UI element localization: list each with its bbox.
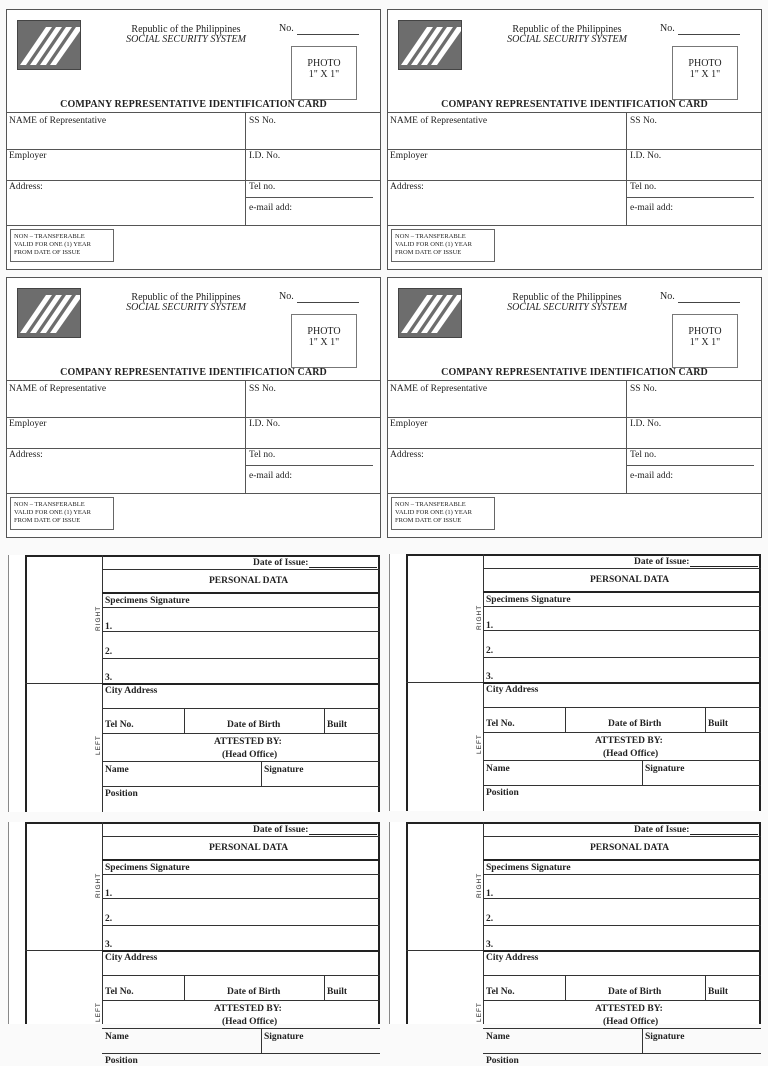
- built-label: Built: [708, 719, 729, 729]
- row-divider: [483, 898, 761, 899]
- tel-no-label: Tel No.: [105, 720, 134, 730]
- divider: [324, 708, 325, 733]
- row-divider: [102, 836, 380, 837]
- card-number-field: [297, 302, 359, 303]
- city-address-label: City Address: [105, 953, 158, 963]
- divider: [7, 225, 380, 226]
- row-divider: [483, 657, 761, 658]
- employer-label: Employer: [390, 419, 428, 429]
- divider: [7, 149, 380, 150]
- card-title: COMPANY REPRESENTATIVE IDENTIFICATION CARD: [60, 99, 327, 110]
- name-label: NAME of Representative: [390, 384, 488, 394]
- divider: [565, 707, 566, 732]
- divider: [705, 975, 706, 1000]
- divider: [388, 112, 761, 113]
- notice-line: NON – TRANSFERABLE: [395, 233, 466, 240]
- divider: [626, 112, 627, 225]
- divider: [25, 950, 103, 951]
- row-divider: [483, 682, 761, 684]
- attester-position-label: Position: [105, 1056, 138, 1066]
- row-divider: [102, 761, 380, 762]
- card-title: COMPANY REPRESENTATIVE IDENTIFICATION CARD: [441, 367, 708, 378]
- row-divider: [102, 925, 380, 926]
- attester-signature-label: Signature: [645, 764, 685, 774]
- date-of-issue-field: [309, 567, 377, 568]
- signature-line-3: 3.: [105, 940, 113, 950]
- attester-position-label: Position: [486, 788, 519, 798]
- row-divider: [483, 1053, 761, 1054]
- row-divider: [483, 975, 761, 976]
- agency-line-2: SOCIAL SECURITY SYSTEM: [507, 302, 627, 313]
- ss-number-label: SS No.: [630, 116, 657, 126]
- divider: [626, 197, 754, 198]
- row-divider: [102, 658, 380, 659]
- divider: [184, 708, 185, 733]
- divider: [388, 225, 761, 226]
- divider: [245, 380, 246, 493]
- agency-line-2: SOCIAL SECURITY SYSTEM: [507, 34, 627, 45]
- row-divider: [483, 760, 761, 761]
- attester-position-label: Position: [486, 1056, 519, 1066]
- divider: [245, 112, 246, 225]
- divider: [642, 1028, 643, 1053]
- id-card-front: [387, 9, 762, 270]
- row-divider: [483, 630, 761, 631]
- row-divider: [483, 925, 761, 926]
- personal-data-heading: PERSONAL DATA: [590, 843, 670, 853]
- employer-label: Employer: [390, 151, 428, 161]
- notice-line: VALID FOR ONE (1) YEAR: [14, 241, 91, 248]
- name-label: NAME of Representative: [9, 116, 107, 126]
- tel-label: Tel no.: [249, 182, 276, 192]
- row-divider: [483, 591, 761, 593]
- signature-line-3: 3.: [105, 673, 113, 683]
- divider: [261, 761, 262, 786]
- id-card-front: [6, 277, 381, 538]
- card-number-label: No.: [660, 291, 675, 302]
- built-label: Built: [327, 720, 348, 730]
- id-number-label: I.D. No.: [249, 151, 281, 161]
- signature-line-1: 1.: [105, 889, 113, 899]
- left-thumb-label: LEFT: [476, 1002, 483, 1022]
- row-divider: [102, 874, 380, 875]
- attested-by-label: ATTESTED BY:: [595, 736, 663, 746]
- left-thumb-label: LEFT: [95, 735, 102, 755]
- date-of-birth-label: Date of Birth: [227, 987, 281, 997]
- signature-line-1: 1.: [105, 622, 113, 632]
- employer-label: Employer: [9, 419, 47, 429]
- row-divider: [483, 606, 761, 607]
- divider: [25, 683, 103, 684]
- signature-line-2: 2.: [486, 646, 494, 656]
- notice-line: VALID FOR ONE (1) YEAR: [395, 241, 472, 248]
- city-address-label: City Address: [486, 953, 539, 963]
- card-number-label: No.: [279, 291, 294, 302]
- notice-line: NON – TRANSFERABLE: [14, 233, 85, 240]
- row-divider: [483, 1028, 761, 1029]
- address-label: Address:: [9, 182, 43, 192]
- head-office-label: (Head Office): [222, 750, 278, 760]
- photo-label: PHOTO: [688, 58, 722, 69]
- sss-logo-icon: [398, 288, 462, 338]
- row-divider: [102, 708, 380, 709]
- date-of-birth-label: Date of Birth: [227, 720, 281, 730]
- notice-line: FROM DATE OF ISSUE: [14, 249, 81, 256]
- row-divider: [483, 1000, 761, 1001]
- signature-line-1: 1.: [486, 889, 494, 899]
- divider: [7, 448, 380, 449]
- tel-label: Tel no.: [249, 450, 276, 460]
- divider: [7, 180, 380, 181]
- signature-line-3: 3.: [486, 940, 494, 950]
- photo-size-label: 1" X 1": [689, 69, 721, 80]
- date-of-issue-label: Date of Issue:: [634, 557, 690, 567]
- photo-label: PHOTO: [307, 326, 341, 337]
- divider: [245, 197, 373, 198]
- attester-position-label: Position: [105, 789, 138, 799]
- row-divider: [102, 1000, 380, 1001]
- date-of-issue-field: [309, 834, 377, 835]
- divider: [184, 975, 185, 1000]
- divider: [626, 465, 754, 466]
- card-number-field: [678, 34, 740, 35]
- date-of-issue-label: Date of Issue:: [253, 558, 309, 568]
- attester-name-label: Name: [486, 1032, 510, 1042]
- tel-no-label: Tel No.: [486, 987, 515, 997]
- divider: [388, 448, 761, 449]
- agency-line-1: Republic of the Philippines: [512, 292, 622, 303]
- row-divider: [102, 975, 380, 976]
- head-office-label: (Head Office): [603, 1017, 659, 1027]
- id-number-label: I.D. No.: [630, 151, 662, 161]
- row-divider: [102, 733, 380, 734]
- photo-box: [672, 46, 738, 100]
- id-number-label: I.D. No.: [630, 419, 662, 429]
- card-number-field: [297, 34, 359, 35]
- divider: [7, 112, 380, 113]
- agency-line-1: Republic of the Philippines: [131, 24, 241, 35]
- city-address-label: City Address: [486, 685, 539, 695]
- address-label: Address:: [9, 450, 43, 460]
- agency-line-1: Republic of the Philippines: [131, 292, 241, 303]
- attested-by-label: ATTESTED BY:: [214, 737, 282, 747]
- photo-label: PHOTO: [307, 58, 341, 69]
- photo-label: PHOTO: [688, 326, 722, 337]
- divider: [406, 950, 484, 951]
- ss-number-label: SS No.: [249, 384, 276, 394]
- personal-data-heading: PERSONAL DATA: [209, 843, 289, 853]
- name-label: NAME of Representative: [390, 116, 488, 126]
- divider: [7, 493, 380, 494]
- divider: [388, 149, 761, 150]
- row-divider: [102, 1053, 380, 1054]
- row-divider: [102, 607, 380, 608]
- photo-size-label: 1" X 1": [689, 337, 721, 348]
- specimen-signature-label: Specimens Signature: [486, 863, 571, 873]
- date-of-birth-label: Date of Birth: [608, 987, 662, 997]
- address-label: Address:: [390, 182, 424, 192]
- id-card-back: [389, 554, 761, 811]
- validity-notice: [391, 497, 495, 530]
- date-of-birth-label: Date of Birth: [608, 719, 662, 729]
- card-number-field: [678, 302, 740, 303]
- id-card-front: [6, 9, 381, 270]
- signature-line-3: 3.: [486, 672, 494, 682]
- divider: [406, 682, 484, 683]
- id-number-label: I.D. No.: [249, 419, 281, 429]
- row-divider: [102, 631, 380, 632]
- specimen-signature-label: Specimens Signature: [105, 863, 190, 873]
- divider: [642, 760, 643, 785]
- city-address-label: City Address: [105, 686, 158, 696]
- divider: [483, 822, 484, 1024]
- agency-line-2: SOCIAL SECURITY SYSTEM: [126, 34, 246, 45]
- address-label: Address:: [390, 450, 424, 460]
- head-office-label: (Head Office): [222, 1017, 278, 1027]
- tel-no-label: Tel No.: [105, 987, 134, 997]
- tel-label: Tel no.: [630, 450, 657, 460]
- row-divider: [102, 1028, 380, 1029]
- divider: [261, 1028, 262, 1053]
- attester-name-label: Name: [486, 764, 510, 774]
- right-thumb-label: RIGHT: [476, 872, 483, 898]
- attested-by-label: ATTESTED BY:: [595, 1004, 663, 1014]
- notice-line: NON – TRANSFERABLE: [14, 501, 85, 508]
- row-divider: [483, 859, 761, 861]
- attester-signature-label: Signature: [264, 765, 304, 775]
- signature-line-2: 2.: [105, 914, 113, 924]
- validity-notice: [10, 497, 114, 530]
- card-number-label: No.: [660, 23, 675, 34]
- divider: [388, 493, 761, 494]
- attester-name-label: Name: [105, 765, 129, 775]
- specimen-signature-label: Specimens Signature: [105, 596, 190, 606]
- specimen-signature-label: Specimens Signature: [486, 595, 571, 605]
- personal-data-heading: PERSONAL DATA: [590, 575, 670, 585]
- tel-label: Tel no.: [630, 182, 657, 192]
- id-card-back: [8, 822, 380, 1066]
- attester-signature-label: Signature: [264, 1032, 304, 1042]
- row-divider: [483, 874, 761, 875]
- notice-line: FROM DATE OF ISSUE: [14, 517, 81, 524]
- personal-data-heading: PERSONAL DATA: [209, 576, 289, 586]
- card-title: COMPANY REPRESENTATIVE IDENTIFICATION CARD: [60, 367, 327, 378]
- agency-line-1: Republic of the Philippines: [512, 24, 622, 35]
- row-divider: [483, 836, 761, 837]
- photo-box: [672, 314, 738, 368]
- divider: [245, 465, 373, 466]
- email-label: e-mail add:: [249, 471, 292, 481]
- notice-line: VALID FOR ONE (1) YEAR: [395, 509, 472, 516]
- row-divider: [102, 786, 380, 787]
- date-of-issue-field: [690, 834, 758, 835]
- built-label: Built: [708, 987, 729, 997]
- row-divider: [102, 859, 380, 861]
- row-divider: [483, 707, 761, 708]
- email-label: e-mail add:: [249, 203, 292, 213]
- id-card-front: [387, 277, 762, 538]
- built-label: Built: [327, 987, 348, 997]
- divider: [388, 417, 761, 418]
- left-thumb-label: LEFT: [95, 1002, 102, 1022]
- notice-line: VALID FOR ONE (1) YEAR: [14, 509, 91, 516]
- notice-line: FROM DATE OF ISSUE: [395, 249, 462, 256]
- row-divider: [483, 785, 761, 786]
- agency-line-2: SOCIAL SECURITY SYSTEM: [126, 302, 246, 313]
- row-divider: [483, 568, 761, 569]
- email-label: e-mail add:: [630, 203, 673, 213]
- photo-size-label: 1" X 1": [308, 337, 340, 348]
- id-card-back: [389, 822, 761, 1066]
- validity-notice: [10, 229, 114, 262]
- signature-line-2: 2.: [486, 914, 494, 924]
- email-label: e-mail add:: [630, 471, 673, 481]
- ss-number-label: SS No.: [630, 384, 657, 394]
- row-divider: [483, 950, 761, 952]
- attester-signature-label: Signature: [645, 1032, 685, 1042]
- divider: [565, 975, 566, 1000]
- notice-line: NON – TRANSFERABLE: [395, 501, 466, 508]
- row-divider: [102, 683, 380, 685]
- signature-line-1: 1.: [486, 621, 494, 631]
- right-thumb-label: RIGHT: [476, 604, 483, 630]
- date-of-issue-label: Date of Issue:: [634, 825, 690, 835]
- id-card-back: [8, 555, 380, 812]
- ss-number-label: SS No.: [249, 116, 276, 126]
- name-label: NAME of Representative: [9, 384, 107, 394]
- divider: [7, 417, 380, 418]
- date-of-issue-field: [690, 566, 758, 567]
- photo-box: [291, 314, 357, 368]
- sss-logo-icon: [17, 20, 81, 70]
- photo-box: [291, 46, 357, 100]
- date-of-issue-label: Date of Issue:: [253, 825, 309, 835]
- sss-logo-icon: [398, 20, 462, 70]
- employer-label: Employer: [9, 151, 47, 161]
- right-thumb-label: RIGHT: [95, 605, 102, 631]
- card-number-label: No.: [279, 23, 294, 34]
- photo-size-label: 1" X 1": [308, 69, 340, 80]
- head-office-label: (Head Office): [603, 749, 659, 759]
- attested-by-label: ATTESTED BY:: [214, 1004, 282, 1014]
- sss-logo-icon: [17, 288, 81, 338]
- tel-no-label: Tel No.: [486, 719, 515, 729]
- left-thumb-label: LEFT: [476, 734, 483, 754]
- divider: [102, 822, 103, 1024]
- divider: [7, 380, 380, 381]
- signature-line-2: 2.: [105, 647, 113, 657]
- divider: [626, 380, 627, 493]
- row-divider: [102, 898, 380, 899]
- divider: [705, 707, 706, 732]
- row-divider: [102, 950, 380, 952]
- row-divider: [483, 732, 761, 733]
- row-divider: [102, 569, 380, 570]
- notice-line: FROM DATE OF ISSUE: [395, 517, 462, 524]
- validity-notice: [391, 229, 495, 262]
- card-title: COMPANY REPRESENTATIVE IDENTIFICATION CARD: [441, 99, 708, 110]
- row-divider: [102, 592, 380, 594]
- divider: [324, 975, 325, 1000]
- divider: [388, 380, 761, 381]
- right-thumb-label: RIGHT: [95, 872, 102, 898]
- divider: [388, 180, 761, 181]
- attester-name-label: Name: [105, 1032, 129, 1042]
